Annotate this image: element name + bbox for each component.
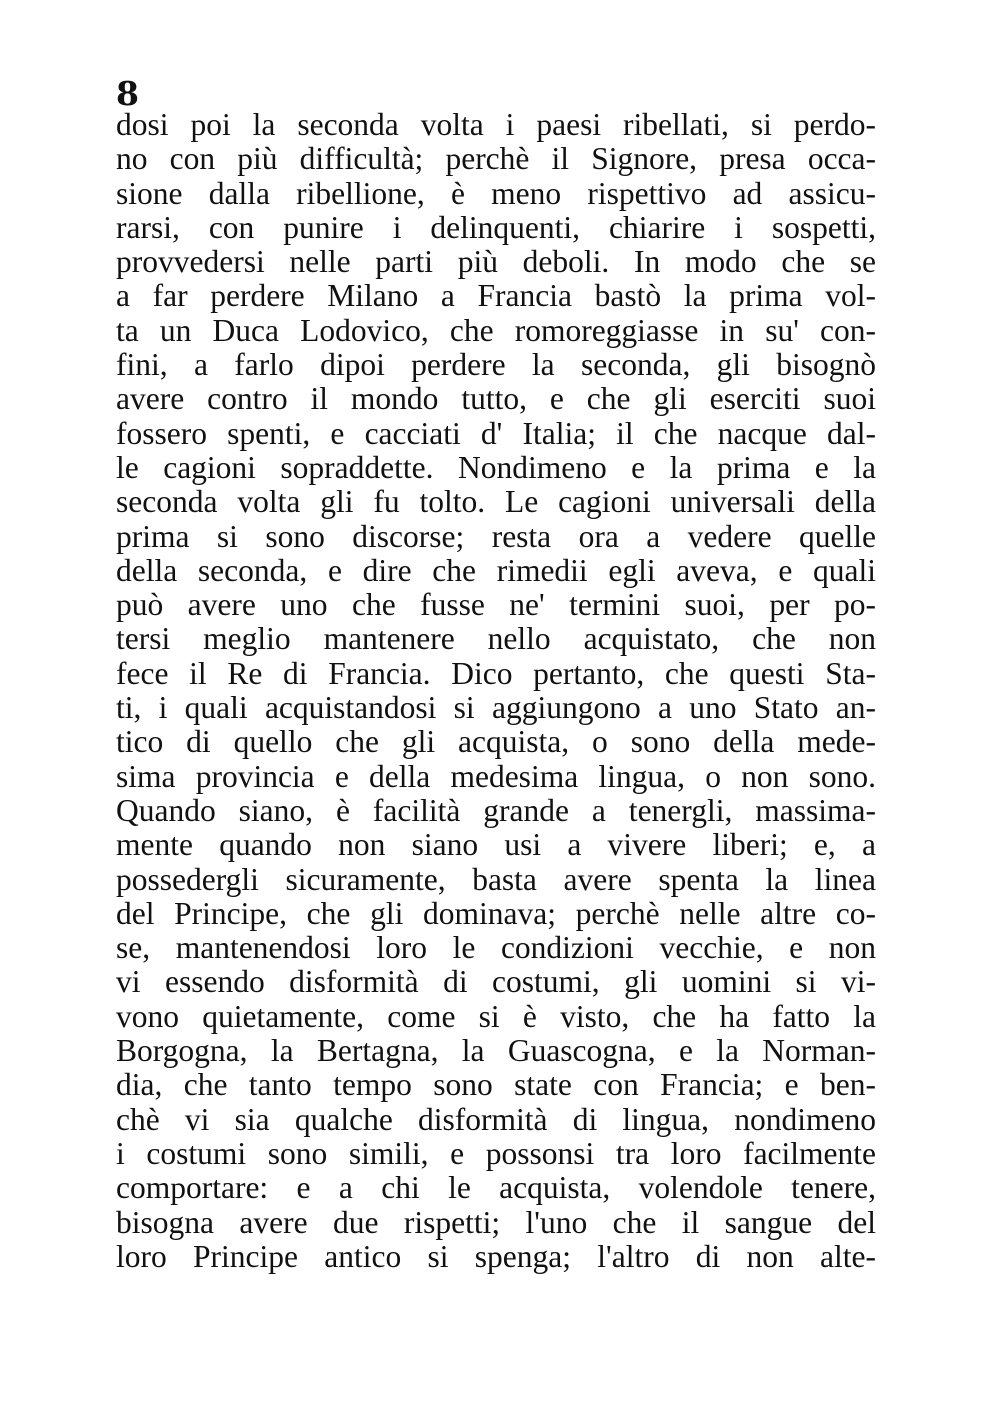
text-line: no con più difficultà; perchè il Signore, presa occa- <box>116 141 876 177</box>
text-line: della seconda, e dire che rimedii egli aveva, e quali <box>116 552 876 588</box>
text-line: bisogna avere due rispetti; l'uno che il sangue del <box>116 1204 876 1240</box>
text-line: comportare: e a chi le acquista, volendole tenere, <box>116 1170 876 1206</box>
text-line: seconda volta gli fu tolto. Le cagioni universali della <box>116 484 876 520</box>
text-line: Quando siano, è facilità grande a tenergli, massima- <box>116 792 876 828</box>
text-line: vi essendo disformità di costumi, gli uomini si vi- <box>116 964 876 1000</box>
body-text <box>116 108 876 1274</box>
text-line: sione dalla ribellione, è meno rispettivo ad assicu- <box>116 175 876 211</box>
text-line: sima provincia e della medesima lingua, o non sono. <box>116 758 876 794</box>
page-number: 8 <box>116 74 139 113</box>
text-line: loro Principe antico si spenga; l'altro di non alte- <box>116 1238 876 1274</box>
text-line: tersi meglio mantenere nello acquistato, che non <box>116 621 876 657</box>
text-line: vono quietamente, come si è visto, che ha fatto la <box>116 998 876 1034</box>
text-line: prima si sono discorse; resta ora a vedere quelle <box>116 518 876 554</box>
text-line: può avere uno che fusse ne' termini suoi, per po- <box>116 587 876 623</box>
text-line: a far perdere Milano a Francia bastò la prima vol- <box>116 278 876 314</box>
text-line: fossero spenti, e cacciati d' Italia; il che nacque dal- <box>116 415 876 451</box>
text-line: mente quando non siano usi a vivere liberi; e, a <box>116 827 876 863</box>
text-line: possedergli sicuramente, basta avere spenta la linea <box>116 861 876 897</box>
text-line: fece il Re di Francia. Dico pertanto, che questi Sta- <box>116 655 876 691</box>
text-line: avere contro il mondo tutto, e che gli eserciti suoi <box>116 381 876 417</box>
text-line: i costumi sono simili, e possonsi tra loro facilmente <box>116 1135 876 1171</box>
text-line: provvedersi nelle parti più deboli. In modo che se <box>116 244 876 280</box>
text-line: dia, che tanto tempo sono state con Francia; e ben- <box>116 1067 876 1103</box>
text-line: del Principe, che gli dominava; perchè nelle altre co- <box>116 895 876 931</box>
text-line: fini, a farlo dipoi perdere la seconda, gli bisognò <box>116 347 876 383</box>
text-line: chè vi sia qualche disformità di lingua, nondimeno <box>116 1101 876 1137</box>
text-line: ti, i quali acquistandosi si aggiungono a uno Stato an- <box>116 690 876 726</box>
text-line: dosi poi la seconda volta i paesi ribellati, si perdo- <box>116 107 876 142</box>
text-line: tico di quello che gli acquista, o sono della mede- <box>116 724 876 760</box>
text-line: rarsi, con punire i delinquenti, chiarire i sospetti, <box>116 209 876 245</box>
text-line: Borgogna, la Bertagna, la Guascogna, e la Norman- <box>116 1033 876 1069</box>
text-line: le cagioni sopraddette. Nondimeno e la prima e la <box>116 449 876 485</box>
text-line: se, mantenendosi loro le condizioni vecchie, e non <box>116 930 876 966</box>
text-line: ta un Duca Lodovico, che romoreggiasse in su' con- <box>116 312 876 348</box>
